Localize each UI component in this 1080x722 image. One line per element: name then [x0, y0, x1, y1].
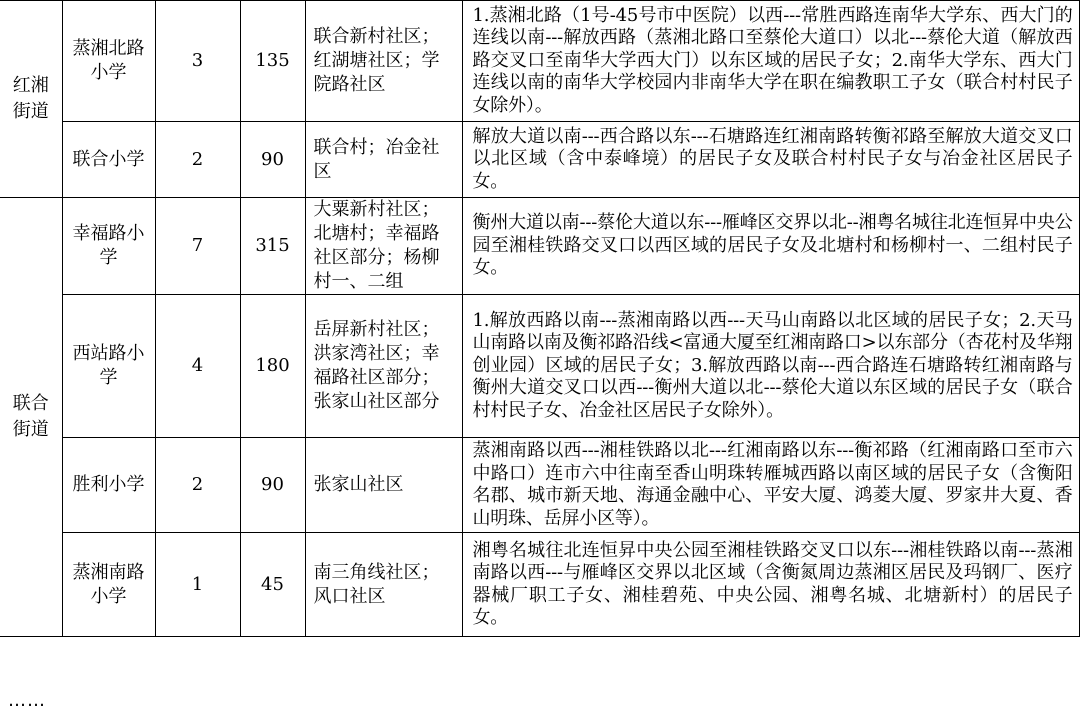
- student-count-cell: 315: [240, 198, 305, 295]
- community-cell: 张家山社区: [305, 438, 462, 533]
- school-name-cell: 联合小学: [62, 122, 155, 198]
- enrollment-area-cell: 衡州大道以南---蔡伦大道以东---雁峰区交界以北--湘粤名城往北连恒昇中央公园至湘桂铁路交叉口以西区域的居民子女及北塘村和杨柳村一、二组村民子女。: [462, 198, 1079, 295]
- community-cell: 联合新村社区；红湖塘社区；学院路社区: [305, 1, 462, 122]
- school-name-cell: 西站路小学: [62, 295, 155, 438]
- school-name-cell: 蒸湘南路小学: [62, 533, 155, 637]
- student-count-cell: 180: [240, 295, 305, 438]
- class-count-cell: 2: [155, 438, 240, 533]
- community-cell: 南三角线社区；风口社区: [305, 533, 462, 637]
- enrollment-area-cell: 蒸湘南路以西---湘桂铁路以北---红湘南路以东---衡祁路（红湘南路口至市六中路口）连市六中往南至香山明珠转雁城西路以南区域的居民子女（含衡阳名郡、城市新天地、海通金融中心、平安大厦、鸿菱大厦、罗家井大夏、香山明珠、岳屏小区等）。: [462, 438, 1079, 533]
- continuation-ellipsis: ……: [8, 690, 46, 711]
- school-name-cell: 蒸湘北路小学: [62, 1, 155, 122]
- student-count-cell: 90: [240, 438, 305, 533]
- community-cell: 岳屏新村社区；洪家湾社区；幸福路社区部分；张家山社区部分: [305, 295, 462, 438]
- class-count-cell: 1: [155, 533, 240, 637]
- class-count-cell: 2: [155, 122, 240, 198]
- enrollment-area-cell: 1.解放西路以南---蒸湘南路以西---天马山南路以北区域的居民子女；2.天马山南路以南及衡祁路沿线<富通大厦至红湘南路口>以东部分（杏花村及华翔创业园）区域的居民子女；3.解放西路以南---西合路连石塘路转红湘南路与衡州大道交叉口以西---衡州大道以北---蔡伦大道以东区域的居民子女（联合村村民子女、冶金社区居民子女除外）。: [462, 295, 1079, 438]
- street-name-cell: 联合街道: [0, 198, 62, 637]
- class-count-cell: 7: [155, 198, 240, 295]
- table-row: [0, 122, 1079, 198]
- student-count-cell: 45: [240, 533, 305, 637]
- community-cell: 联合村；冶金社区: [305, 122, 462, 198]
- table-row: [0, 438, 1079, 533]
- enrollment-area-cell: 湘粤名城往北连恒昇中央公园至湘桂铁路交叉口以东---湘桂铁路以南---蒸湘南路以西---与雁峰区交界以北区域（含衡氮周边蒸湘区居民及玛钢厂、医疗器械厂职工子女、湘桂碧苑、中央公园、湘粤名城、北塘新村）的居民子女。: [462, 533, 1079, 637]
- class-count-cell: 4: [155, 295, 240, 438]
- community-cell: 大粟新村社区；北塘村；幸福路社区部分；杨柳村一、二组: [305, 198, 462, 295]
- class-count-cell: 3: [155, 1, 240, 122]
- student-count-cell: 135: [240, 1, 305, 122]
- school-name-cell: 胜利小学: [62, 438, 155, 533]
- enrollment-area-cell: 1.蒸湘北路（1号-45号市中医院）以西---常胜西路连南华大学东、西大门的连线以南---解放西路（蒸湘北路口至蔡伦大道口）以北---蔡伦大道（解放西路交叉口至南华大学西大门）以东区域的居民子女；2.南华大学东、西大门连线以南的南华大学校园内非南华大学在职在编教职工子女（联合村村民子女除外）。: [462, 1, 1079, 122]
- table-row: [0, 533, 1079, 637]
- table-row: [0, 1, 1079, 122]
- table-row: [0, 295, 1079, 438]
- enrollment-area-cell: 解放大道以南---西合路以东---石塘路连红湘南路转衡祁路至解放大道交叉口以北区域（含中泰峰境）的居民子女及联合村村民子女与冶金社区居民子女。: [462, 122, 1079, 198]
- student-count-cell: 90: [240, 122, 305, 198]
- school-name-cell: 幸福路小学: [62, 198, 155, 295]
- street-name-cell: 红湘街道: [0, 1, 62, 198]
- table-row: [0, 198, 1079, 295]
